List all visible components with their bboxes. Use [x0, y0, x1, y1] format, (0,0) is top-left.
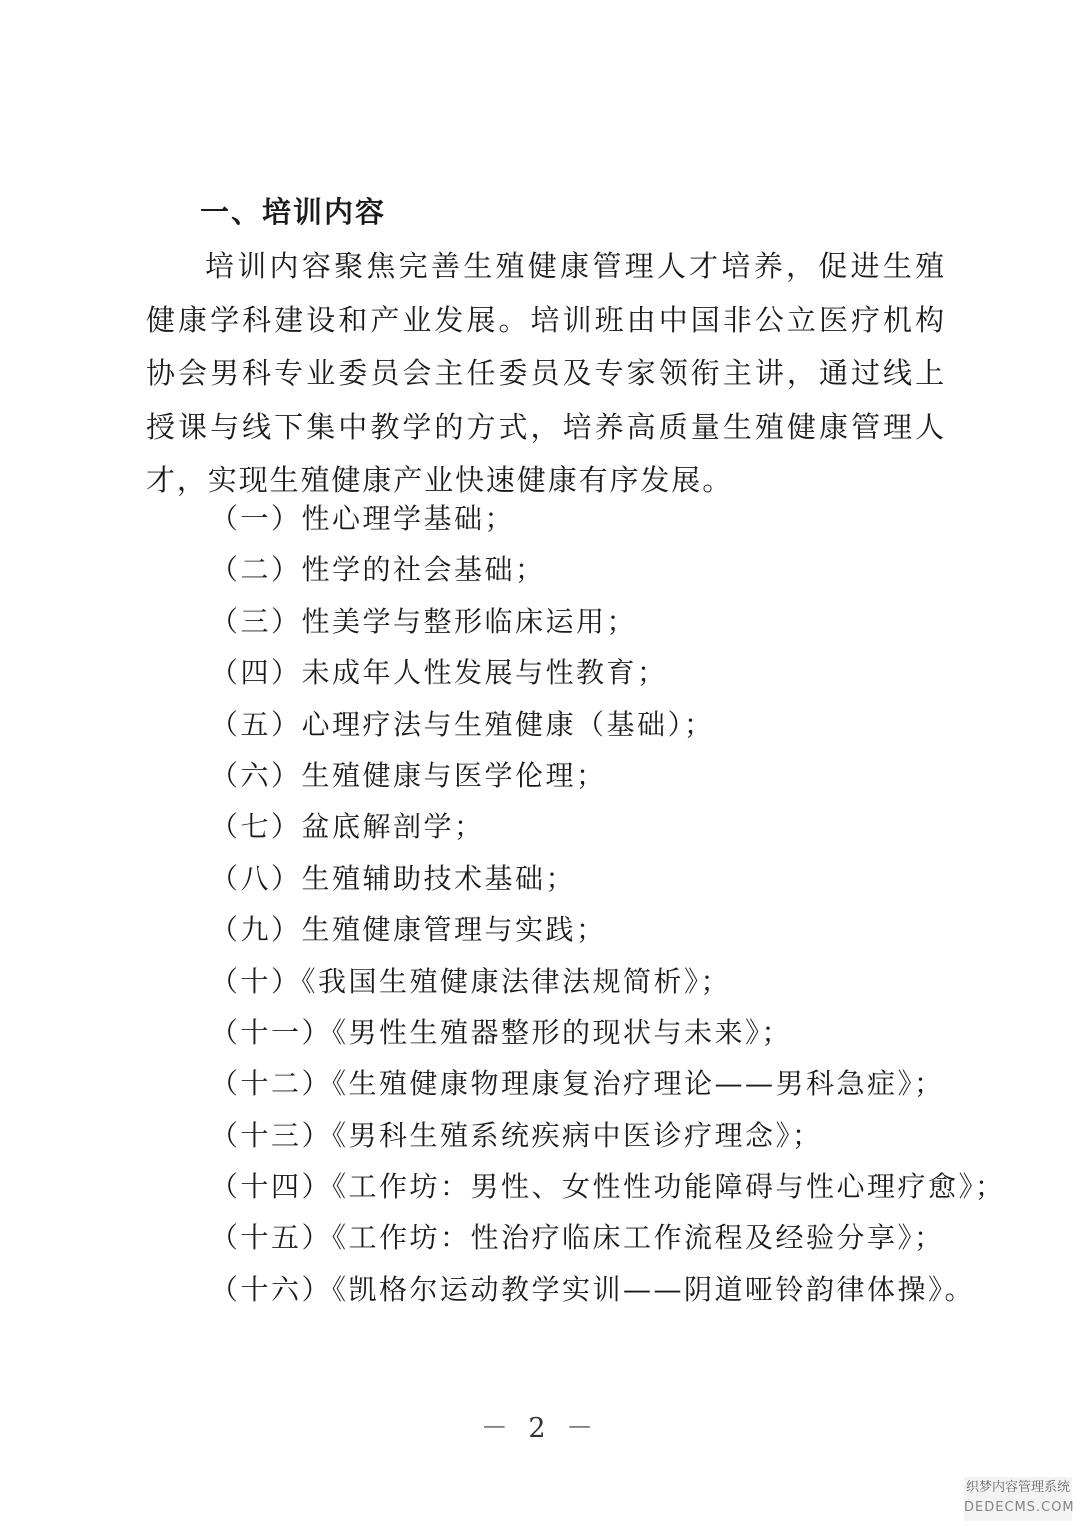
list-item: （七）盆底解剖学； — [210, 810, 485, 844]
list-item: （十一）《男性生殖器整形的现状与未来》； — [210, 1015, 793, 1049]
list-item: （四）未成年人性发展与性教育； — [210, 656, 668, 690]
list-item: （十四）《工作坊：男性、女性性功能障碍与性心理疗愈》； — [210, 1170, 1006, 1204]
list-item: （十五）《工作坊：性治疗临床工作流程及经验分享》； — [210, 1221, 945, 1255]
list-item: （六）生殖健康与医学伦理； — [210, 758, 607, 792]
watermark-cn-text: 织梦内容管理系统 — [965, 1480, 1070, 1495]
training-content-list — [210, 493, 1006, 1315]
list-item: （十二）《生殖健康物理康复治疗理论——男科急症》； — [210, 1067, 945, 1101]
list-item: （十六）《凯格尔运动教学实训——阴道哑铃韵律体操》。 — [210, 1272, 976, 1306]
section-heading: 一、培训内容 — [200, 195, 387, 229]
page-number: － 2 － — [480, 1413, 600, 1444]
watermark-en-text: DEDECMS.COM — [964, 1500, 1075, 1515]
list-item: （二）性学的社会基础； — [210, 553, 546, 587]
list-item: （三）性美学与整形临床运用； — [210, 604, 638, 638]
list-item: （九）生殖健康管理与实践； — [210, 913, 607, 947]
list-item: （五）心理疗法与生殖健康（基础）； — [210, 707, 715, 741]
list-item: （八）生殖辅助技术基础； — [210, 861, 577, 895]
intro-paragraph: 培训内容聚焦完善生殖健康管理人才培养，促进生殖健康学科建设和产业发展。培训班由中国非公立医疗机构协会男科专业委员会主任委员及专家领衔主讲，通过线上授课与线下集中教学的方式，培养高质量生殖健康管理人才，实现生殖健康产业快速健康有序发展。 — [146, 249, 946, 497]
site-watermark — [964, 1477, 1075, 1521]
list-item: （一）性心理学基础； — [210, 502, 516, 535]
list-item: （十三）《男科生殖系统疾病中医诊疗理念》； — [210, 1118, 823, 1152]
list-item: （十）《我国生殖健康法律法规简析》； — [210, 964, 732, 998]
